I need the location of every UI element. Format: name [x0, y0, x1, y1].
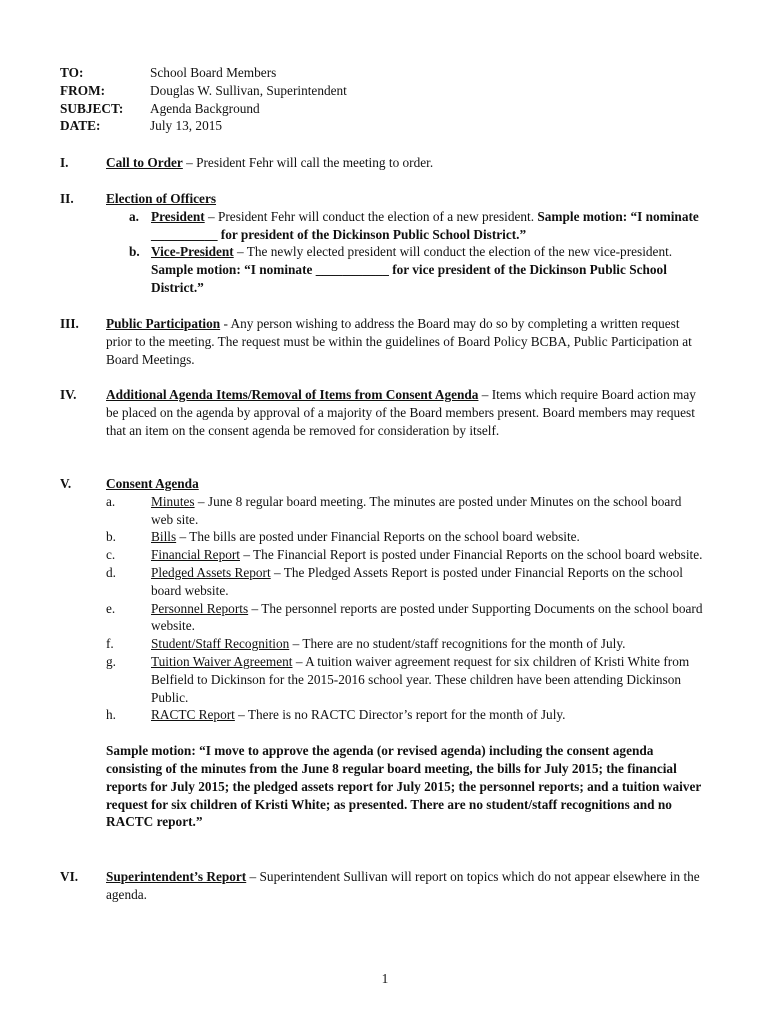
section-body [106, 386, 706, 439]
item-term: RACTC Report [151, 707, 235, 723]
item-term: President [151, 208, 205, 224]
item-letter: d. [106, 564, 116, 580]
section-body [106, 190, 706, 297]
item-term: Personnel Reports [151, 600, 249, 616]
item-text: – June 8 regular board meeting. The minutes are posted under Minutes on the school board web site. [151, 493, 682, 527]
header-row-to [60, 64, 347, 82]
section-number: V. [60, 476, 72, 491]
section-title: Additional Agenda Items/Removal of Items from Consent Agenda [106, 387, 479, 402]
item-term: Student/Staff Recognition [151, 636, 290, 652]
list-item [106, 653, 706, 706]
item-text: – There is no RACTC Director’s report for the month of July. [234, 707, 566, 723]
item-term: Minutes [151, 493, 195, 509]
header-value: School Board Members [150, 65, 277, 80]
item-term: Bills [151, 529, 177, 545]
section-title: Election of Officers [106, 191, 217, 206]
section-body [106, 868, 706, 904]
header-label: TO: [60, 65, 84, 80]
list-item [106, 546, 706, 564]
item-text: – The bills are posted under Financial Reports on the school board website. [176, 529, 580, 545]
header-value: July 13, 2015 [150, 118, 223, 134]
item-text: – The newly elected president will conduct the election of the new vice-president. [233, 244, 673, 260]
section-body [106, 154, 706, 172]
item-letter: a. [106, 493, 116, 509]
page-number: 1 [381, 971, 389, 986]
list-item [106, 243, 706, 296]
section-number: IV. [60, 387, 77, 402]
item-letter: a. [129, 208, 139, 224]
list-item [106, 564, 706, 600]
memo-header [60, 64, 347, 135]
header-value: Douglas W. Sullivan, Superintendent [150, 82, 347, 98]
item-letter: e. [106, 600, 116, 616]
section-number: VI. [60, 869, 79, 884]
item-text: – The personnel reports are posted under Supporting Documents on the school board website. [151, 600, 703, 634]
section-body [106, 475, 706, 831]
item-letter: h. [106, 707, 116, 723]
item-text: – The Pledged Assets Report is posted under Financial Reports on the school board website. [151, 564, 683, 598]
header-row-from [60, 82, 347, 100]
item-text: – There are no student/staff recognitions for the month of July. [289, 636, 626, 652]
list-item [106, 706, 706, 724]
item-letter: b. [106, 529, 116, 545]
list-item [106, 493, 706, 529]
header-label: DATE: [60, 118, 101, 134]
item-term: Financial Report [151, 547, 240, 563]
section-number: III. [60, 316, 79, 331]
section-text: – Superintendent Sullivan will report on topics which do not appear elsewhere in the agenda. [106, 869, 700, 902]
item-text: – A tuition waiver agreement request for six children of Kristi White from Belfield to Dickinson for the 2015-2016 school year. These children have been attending Dickinson Public. [151, 653, 690, 705]
section-text: – President Fehr will call the meeting to order. [182, 155, 434, 170]
list-item [106, 528, 706, 546]
section-title: Call to Order [106, 155, 183, 170]
header-value: Agenda Background [150, 100, 260, 116]
section-title: Public Participation [106, 316, 221, 331]
item-letter: c. [106, 547, 116, 563]
consent-sample-motion: Sample motion: “I move to approve the agenda (or revised agenda) including the consent agenda consisting of the minutes from the June 8 regular board meeting, the bills for July 2015; the financial reports for July 2015; the pledged assets report for July 2015; the personnel reports; and a tuition waiver request for six children of Kristi White; as presented. There are no student/staff recognitions and no RACTC report.” [106, 743, 702, 830]
section-number: II. [60, 191, 74, 206]
item-term: Pledged Assets Report [151, 564, 271, 580]
item-letter: b. [129, 244, 140, 260]
item-letter: g. [106, 653, 116, 669]
header-label: SUBJECT: [60, 100, 124, 116]
section-body [106, 315, 706, 368]
header-row-subject [60, 100, 347, 118]
section-title: Consent Agenda [106, 476, 199, 491]
header-label: FROM: [60, 82, 106, 98]
list-item [106, 635, 706, 653]
header-row-date [60, 117, 347, 135]
sample-motion: Sample motion: “I nominate __________ for president of the Dickinson Public School District.” [151, 208, 699, 242]
section-number: I. [60, 155, 69, 170]
sample-motion: Sample motion: “I nominate ___________ for vice president of the Dickinson Public School District.” [151, 262, 667, 295]
section-text: – Items which require Board action may be placed on the agenda by approval of a majority of the Board members present. Board members may request that an item on the consent agenda be removed for consideration by itself. [106, 387, 696, 438]
item-term: Tuition Waiver Agreement [151, 653, 293, 669]
section-title: Superintendent’s Report [106, 869, 247, 884]
item-text: – President Fehr will conduct the election of a new president. [204, 208, 538, 224]
item-term: Vice-President [151, 244, 234, 260]
item-text: – The Financial Report is posted under Financial Reports on the school board website. [240, 547, 703, 563]
list-item [106, 600, 706, 636]
list-item [106, 208, 706, 244]
item-letter: f. [106, 636, 114, 652]
section-text: - Any person wishing to address the Board may do so by completing a written request prior to the meeting. The request must be within the guidelines of Board Policy BCBA, Public Participation at Board Meetings. [106, 316, 692, 367]
